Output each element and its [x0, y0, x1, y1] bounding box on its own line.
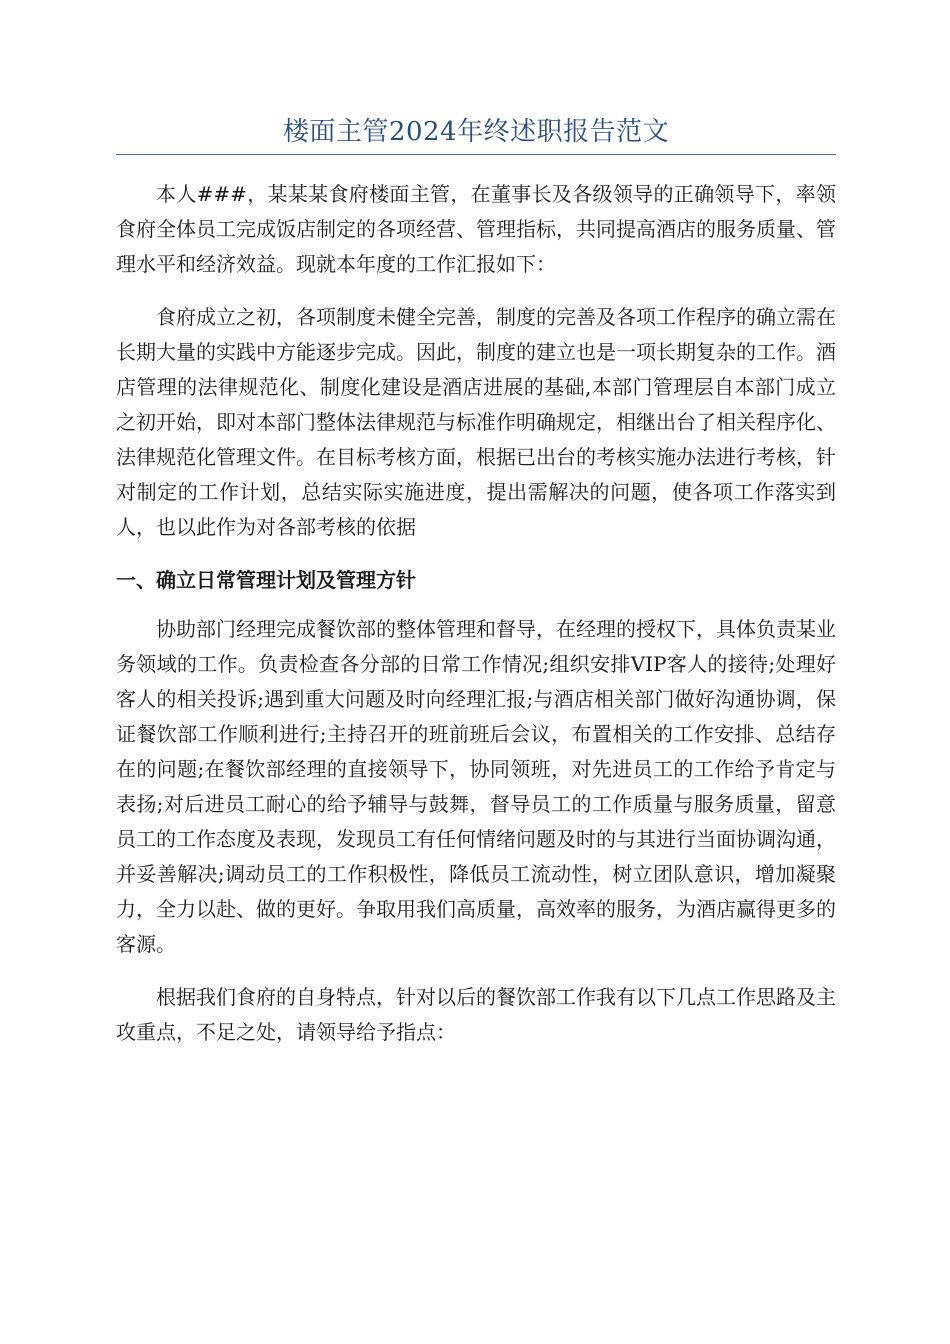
document-page	[116, 112, 836, 1068]
section1-paragraph-1: 协助部门经理完成餐饮部的整体管理和督导，在经理的授权下，具体负责某业务领域的工作。负责检查各分部的日常工作情况;组织安排VIP客人的接待;处理好客人的相关投诉;遇到重大问题及时向经理汇报;与酒店相关部门做好沟通协调，保证餐饮部工作顺利进行;主持召开的班前班后会议，布置相关的工作安排、总结存在的问题;在餐饮部经理的直接领导下，协同领班，对先进员工的工作给予肯定与表扬;对后进员工耐心的给予辅导与鼓舞，督导员工的工作质量与服务质量，留意员工的工作态度及表现，发现员工有任何情绪问题及时的与其进行当面协调沟通，并妥善解决;调动员工的工作积极性，降低员工流动性，树立团队意识，增加凝聚力，全力以赴、做的更好。争取用我们高质量，高效率的服务，为酒店赢得更多的客源。	[116, 617, 836, 956]
section1-paragraph-2: 根据我们食府的自身特点，针对以后的餐饮部工作我有以下几点工作思路及主攻重点，不足之处，请领导给予指点：	[116, 985, 836, 1044]
document-title: 楼面主管2024年终述职报告范文	[282, 117, 670, 147]
section-heading-1: 一、确立日常管理计划及管理方针	[116, 568, 416, 592]
intro-paragraph-2: 食府成立之初，各项制度未健全完善，制度的完善及各项工作程序的确立需在长期大量的实践中方能逐步完成。因此，制度的建立也是一项长期复杂的工作。酒店管理的法律规范化、制度化建设是酒店进展的基础,本部门管理层自本部门成立之初开始，即对本部门整体法律规范与标准作明确规定，相继出台了相关程序化、法律规范化管理文件。在目标考核方面，根据已出台的考核实施办法进行考核，针对制定的工作计划，总结实际实施进度，提出需解决的问题，使各项工作落实到人，也以此作为对各部考核的依据	[116, 305, 836, 539]
intro-paragraph-1: 本人###，某某某食府楼面主管，在董事长及各级领导的正确领导下，率领食府全体员工完成饭店制定的各项经营、管理指标，共同提高酒店的服务质量、管理水平和经济效益。现就本年度的工作汇报如下：	[116, 182, 836, 276]
title-underline	[116, 154, 836, 155]
